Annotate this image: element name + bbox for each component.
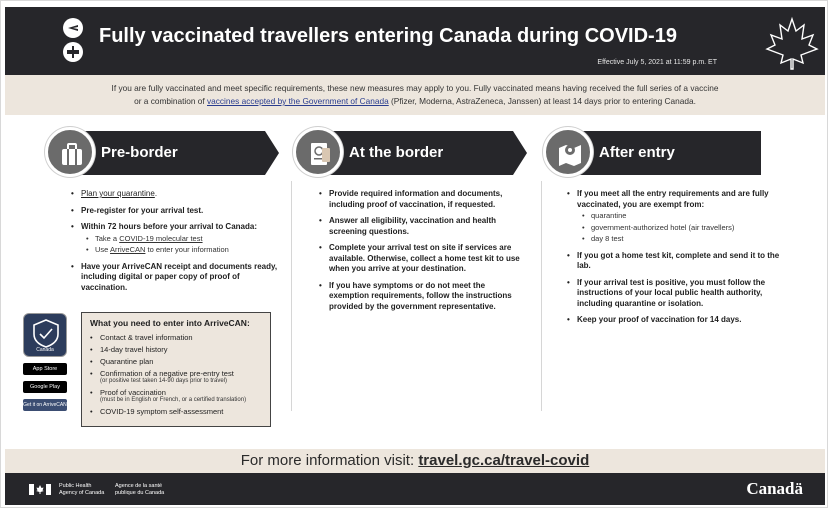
list-item: [71, 222, 281, 256]
app-badges: [23, 313, 71, 420]
map-pin-icon: [556, 140, 584, 168]
keep-proof-text: Keep your proof of vaccination for 14 days.: [577, 315, 742, 324]
list-item: [90, 407, 262, 416]
arrivecan-box: [81, 312, 271, 427]
list-item: [90, 333, 262, 342]
arrivecan-app-icon[interactable]: [23, 313, 67, 357]
hotel-text: government-authorized hotel (air travellers): [591, 222, 735, 232]
sub-item: [577, 234, 781, 245]
list-item: [567, 278, 781, 310]
arrivecan-item: Proof of vaccination: [100, 388, 166, 397]
positive-test-text: If your arrival test is positive, you must follow the instructions of your local public health authority, including quarantine or isolation.: [577, 277, 766, 308]
receipt-text: Have your ArriveCAN receipt and documents ready, including digital or paper copy of proof of vaccination.: [81, 261, 278, 292]
luggage-circle: [45, 127, 95, 177]
google-play-badge[interactable]: Google Play: [23, 381, 67, 393]
transport-icons: [61, 17, 85, 65]
divider: [541, 181, 542, 411]
test-note: (or positive test taken 14-90 days prior to travel): [100, 378, 228, 384]
list-item: [90, 369, 262, 385]
dept-fr-line: publique du Canada: [115, 489, 165, 496]
dept-english: [59, 483, 104, 496]
list-item: [71, 206, 281, 217]
enter-info-text: to enter your information: [147, 245, 229, 254]
arrivecan-item: COVID-19 symptom self-assessment: [100, 407, 224, 416]
arrivecan-link[interactable]: ArriveCAN: [110, 245, 146, 254]
more-info-band: [5, 449, 825, 473]
page-title: Fully vaccinated travellers entering Canada during COVID-19: [99, 25, 677, 47]
arrivecan-item: Confirmation of a negative pre-entry test: [100, 369, 234, 378]
before-text: before: [143, 222, 168, 231]
divider: [291, 181, 292, 411]
list-item: [319, 216, 525, 237]
app-icon-label: Canada: [36, 347, 54, 353]
canada-flag-icon: [29, 484, 51, 495]
passport-circle: [293, 127, 343, 177]
punct: .: [154, 189, 158, 198]
day8-text: day 8 test: [591, 234, 624, 243]
dept-en-line: Agency of Canada: [59, 489, 105, 496]
more-info-text: For more information visit:: [240, 452, 415, 469]
arrivecan-list: [90, 333, 262, 416]
sub-item: [577, 211, 781, 222]
luggage-icon: [58, 140, 86, 168]
maple-leaf-icon: [765, 15, 819, 71]
app-store-badge[interactable]: App Store: [23, 363, 67, 375]
intro-text-3: (Pfizer, Moderna, AstraZeneca, Janssen) at least 14 days prior to entering Canada.: [391, 96, 696, 106]
list-item: [567, 251, 781, 272]
provide-info-text: Provide required information and documents, including proof of vaccination, if requested.: [329, 189, 503, 209]
list-item: [319, 281, 525, 313]
home-kit-text: If you got a home test kit, complete and send it to the lab.: [577, 250, 780, 270]
quarantine-text: quarantine: [591, 211, 627, 220]
effective-date: Effective July 5, 2021 at 11:59 p.m. ET: [597, 59, 717, 66]
arrivecan-item: 14-day travel history: [100, 345, 168, 354]
list-item: [319, 189, 525, 210]
intro-text: If you are fully vaccinated and meet specific requirements, these new measures may apply to you. Fully vaccinated means having received the full series of a vaccine: [111, 83, 719, 93]
arrivecan-item: Quarantine plan: [100, 357, 154, 366]
pre-border-list: [71, 189, 281, 299]
exempt-text: If you meet all the entry requirements and are fully vaccinated, you are exempt from:: [577, 189, 769, 209]
border-header: [319, 131, 513, 175]
list-item: [567, 189, 781, 245]
list-item: [567, 315, 781, 326]
canada-wordmark: Canadä: [746, 479, 803, 498]
list-item: [90, 345, 262, 354]
list-item: [90, 357, 262, 366]
after-entry-list: [567, 189, 781, 332]
plan-quarantine-link[interactable]: Plan your quarantine: [81, 189, 155, 198]
sub-item: [81, 234, 281, 245]
arrivecan-item: Contact & travel information: [100, 333, 193, 342]
arrivecan-title: What you need to enter into ArriveCAN:: [90, 318, 250, 328]
border-arrow: [513, 131, 527, 175]
border-list: [319, 189, 525, 318]
pre-border-arrow: [265, 131, 279, 175]
use-text: Use: [95, 245, 109, 254]
header-bar: [5, 7, 825, 75]
passport-icon: [306, 140, 334, 168]
molecular-test-link[interactable]: COVID-19 molecular test: [119, 233, 203, 243]
vaccines-accepted-link[interactable]: vaccines accepted by the Government of Canada: [207, 96, 389, 106]
intro-text-2: or a combination of: [134, 96, 205, 106]
shield-icon: [24, 316, 68, 350]
web-badge[interactable]: Get it on ArriveCAN site: [23, 399, 67, 411]
pre-border-header: [71, 131, 265, 175]
dept-fr-line: Agence de la santé: [115, 483, 163, 489]
pre-register-text: Pre-register for your arrival test.: [81, 205, 204, 215]
sub-item: [577, 223, 781, 234]
list-item: [319, 243, 525, 275]
answer-questions-text: Answer all eligibility, vaccination and health screening questions.: [329, 216, 497, 236]
pre-border-label: Pre-border: [101, 144, 178, 161]
take-text: Take a: [95, 233, 118, 243]
border-label: At the border: [349, 144, 444, 161]
within-72-text: Within 72 hours: [81, 222, 141, 231]
dept-en-line: Public Health: [59, 483, 92, 489]
arrival-text: your arrival to Canada:: [169, 222, 257, 231]
arrival-test-text: Complete your arrival test on site if services are available. Otherwise, collect a home test kit to use when you arrive at your destination.: [329, 243, 520, 273]
footer-bar: [5, 473, 825, 505]
after-entry-label: After entry: [599, 144, 675, 161]
sub-item: [81, 245, 281, 256]
travel-gc-link[interactable]: travel.gc.ca/travel-covid: [418, 452, 590, 469]
list-item: [71, 262, 281, 294]
proof-note: (must be in English or French, or a certified translation): [100, 397, 247, 403]
dept-french: [115, 483, 164, 496]
list-item: [90, 388, 262, 404]
symptoms-text: If you have symptoms or do not meet the exemption requirements, follow the instructions provided by the government representative.: [329, 280, 512, 311]
list-item: [71, 189, 281, 200]
map-circle: [543, 127, 593, 177]
after-entry-header: [571, 131, 761, 175]
intro-band: [5, 75, 825, 115]
